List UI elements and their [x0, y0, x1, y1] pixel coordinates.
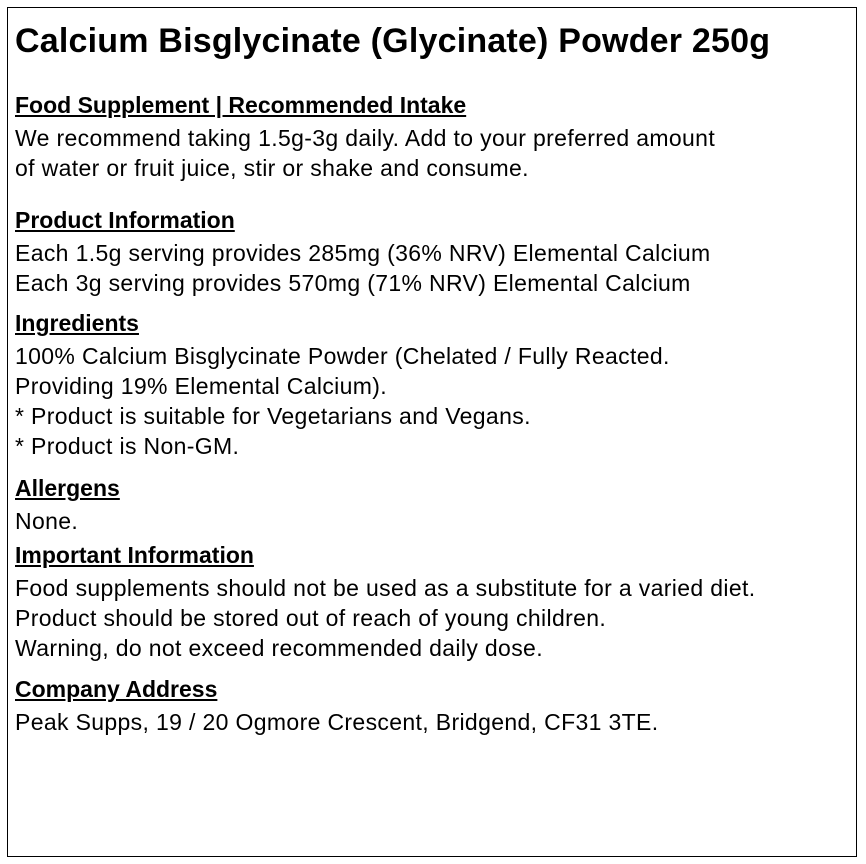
- section-heading-product-information: Product Information: [15, 207, 235, 233]
- ingredients-line: 100% Calcium Bisglycinate Powder (Chelated / Fully Reacted.: [15, 343, 670, 369]
- section-heading-company-address: Company Address: [15, 676, 218, 702]
- important-information-line: Product should be stored out of reach of young children.: [15, 605, 607, 631]
- company-address-line: Peak Supps, 19 / 20 Ogmore Crescent, Bridgend, CF31 3TE.: [15, 709, 659, 735]
- important-information-line: Warning, do not exceed recommended daily dose.: [15, 635, 543, 661]
- allergens-line: None.: [15, 508, 79, 534]
- section-heading-allergens: Allergens: [15, 475, 120, 501]
- section-heading-recommended-intake: Food Supplement | Recommended Intake: [15, 92, 467, 118]
- ingredients-line: * Product is suitable for Vegetarians and Vegans.: [15, 403, 531, 429]
- section-heading-important-information: Important Information: [15, 542, 254, 568]
- recommended-intake-line: of water or fruit juice, stir or shake and consume.: [15, 155, 529, 181]
- section-heading-ingredients: Ingredients: [15, 310, 139, 336]
- ingredients-line: Providing 19% Elemental Calcium).: [15, 373, 388, 399]
- recommended-intake-line: We recommend taking 1.5g-3g daily. Add to your preferred amount: [15, 125, 716, 151]
- product-title: Calcium Bisglycinate (Glycinate) Powder 250g: [15, 22, 771, 60]
- product-information-line: Each 3g serving provides 570mg (71% NRV) Elemental Calcium: [15, 270, 691, 296]
- ingredients-line: * Product is Non-GM.: [15, 433, 240, 459]
- important-information-line: Food supplements should not be used as a substitute for a varied diet.: [15, 575, 756, 601]
- product-information-line: Each 1.5g serving provides 285mg (36% NRV) Elemental Calcium: [15, 240, 711, 266]
